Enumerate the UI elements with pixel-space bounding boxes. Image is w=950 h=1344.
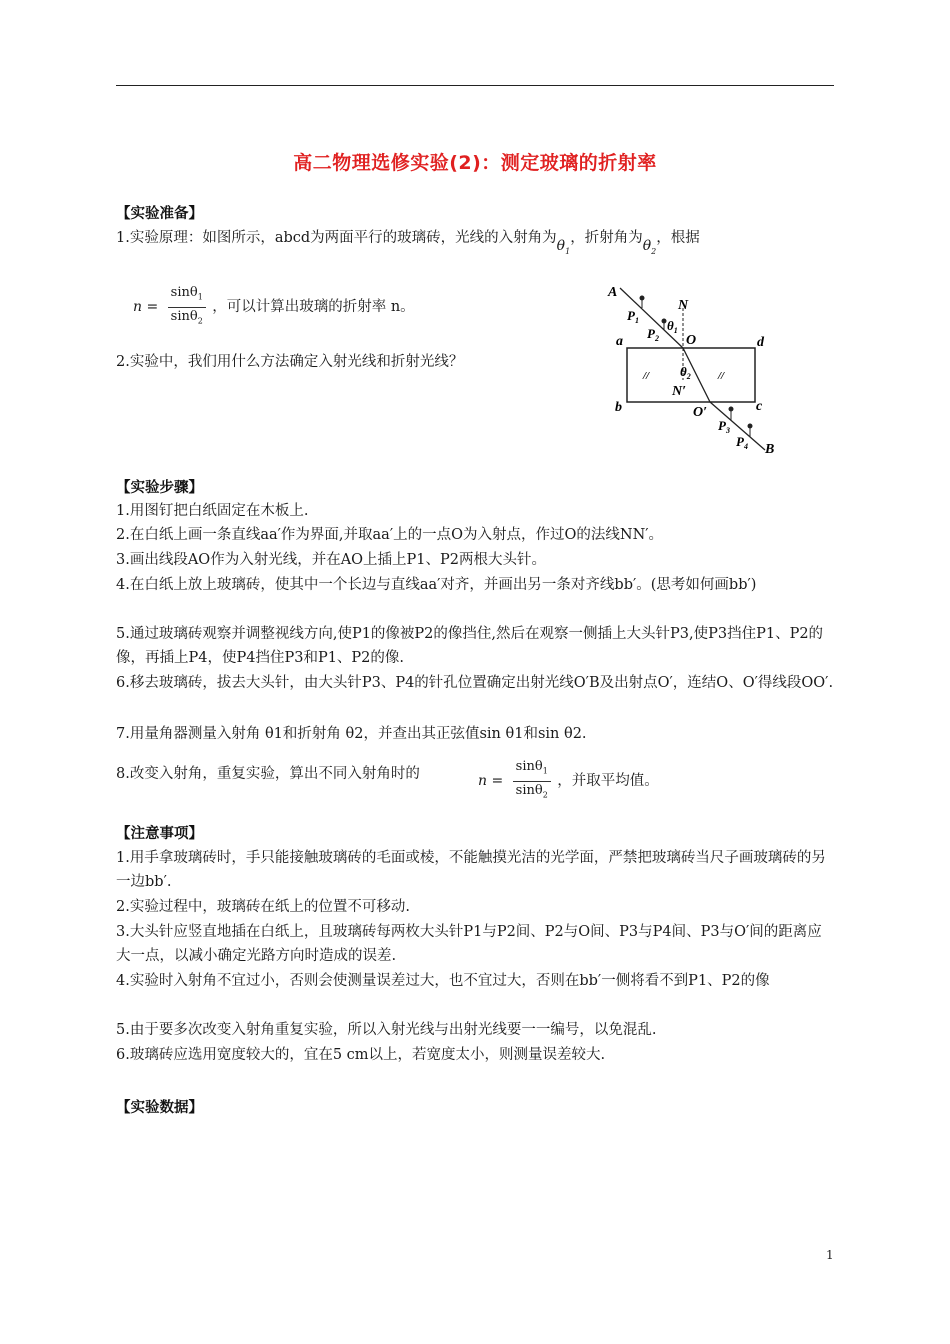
hatch-left: // bbox=[643, 370, 650, 382]
label-P1: $P_1$ bbox=[627, 308, 639, 325]
step-8-formula-fraction: $\frac{\sin\theta_1}{\sin\theta_2}$ bbox=[513, 758, 551, 804]
label-O-prime: O′ bbox=[693, 405, 708, 420]
theta2-symbol: $\theta_2$ bbox=[642, 238, 657, 256]
prep-text-b: ，折射角为 bbox=[570, 230, 643, 246]
label-b: b bbox=[615, 400, 622, 415]
pin-p4 bbox=[748, 424, 753, 429]
formula-n: n = bbox=[133, 299, 159, 316]
prep-text-c: ，根据 bbox=[656, 230, 700, 246]
label-a: a bbox=[616, 334, 623, 349]
formula-fraction: $\frac{\sin\theta_1}{\sin\theta_2}$ bbox=[168, 284, 206, 330]
pin-p3 bbox=[729, 407, 734, 412]
note-5: 5.由于要多次改变入射角重复实验，所以入射光线与出射光线要一一编号，以免混乱. bbox=[116, 1022, 657, 1038]
label-N-prime: N′ bbox=[672, 384, 687, 399]
prep-text-d: ，可以计算出玻璃的折射率 n。 bbox=[212, 299, 415, 316]
label-theta1: $\theta_1$ bbox=[667, 318, 678, 335]
label-A: A bbox=[608, 285, 618, 300]
section-heading-data: 【实验数据】 bbox=[116, 1100, 203, 1116]
page-title: 高二物理选修实验(2)：测定玻璃的折射率 bbox=[293, 152, 657, 174]
step-2: 2.在白纸上画一条直线aa′作为界面,并取aa′上的一点O为入射点，作过O的法线NN′。 bbox=[116, 527, 664, 543]
label-theta2: $\theta_2$ bbox=[680, 364, 691, 381]
step-5: 5.通过玻璃砖观察并调整视线方向,使P1的像被P2的像挡住,然后在观察一侧插上大头针P3,使P3挡住P1、P2的像，再插上P4，使P4挡住P3和P1、P2的像. bbox=[116, 626, 824, 666]
step-8-text-a: 8.改变入射角，重复实验，算出不同入射角时的 bbox=[116, 766, 420, 782]
note-1: 1.用手拿玻璃砖时，手只能接触玻璃砖的毛面或棱，不能触摸光洁的光学面，严禁把玻璃砖当尺子画玻璃砖的另一边bb′. bbox=[116, 850, 826, 890]
label-B: B bbox=[765, 442, 775, 457]
step-6: 6.移去玻璃砖，拔去大头针，由大头针P3、P4的针孔位置确定出射光线O′B及出射点O′，连结O、O′得线段OO′. bbox=[116, 675, 834, 691]
step-8-formula bbox=[478, 758, 659, 804]
step-8-text-b: ，并取平均值。 bbox=[557, 773, 659, 790]
pin-p1 bbox=[640, 296, 645, 301]
section-heading-prep: 【实验准备】 bbox=[116, 206, 203, 222]
theta1-symbol: $\theta_1$ bbox=[556, 238, 571, 256]
header-rule bbox=[116, 85, 834, 86]
label-P3: $P_3$ bbox=[718, 418, 730, 435]
step-3: 3.画出线段AO作为入射光线，并在AO上插上P1、P2两根大头针。 bbox=[116, 552, 547, 568]
prep-text-a: 1.实验原理：如图所示，abcd为两面平行的玻璃砖，光线的入射角为 bbox=[116, 230, 557, 246]
prep-paragraph-2: 2.实验中，我们用什么方法确定入射光线和折射光线？ bbox=[116, 354, 464, 370]
prep-paragraph-1 bbox=[116, 226, 700, 256]
label-P4: $P_4$ bbox=[736, 434, 748, 451]
step-1: 1.用图钉把白纸固定在木板上. bbox=[116, 503, 309, 519]
section-heading-notes: 【注意事项】 bbox=[116, 826, 203, 842]
label-d: d bbox=[757, 335, 764, 350]
hatch-right: // bbox=[718, 370, 725, 382]
step-7: 7.用量角器测量入射角 θ1和折射角 θ2，并查出其正弦值sin θ1和sin θ2. bbox=[116, 726, 587, 742]
section-heading-steps: 【实验步骤】 bbox=[116, 480, 203, 496]
step-8-formula-n: n = bbox=[478, 773, 504, 790]
label-c: c bbox=[756, 399, 763, 414]
step-4: 4.在白纸上放上玻璃砖，使其中一个长边与直线aa′对齐，并画出另一条对齐线bb′。(思考如何画bb′) bbox=[116, 577, 757, 593]
note-6: 6.玻璃砖应选用宽度较大的，宜在5 cm以上，若宽度太小，则测量误差较大. bbox=[116, 1047, 606, 1063]
refraction-formula bbox=[133, 284, 415, 330]
note-2: 2.实验过程中，玻璃砖在纸上的位置不可移动. bbox=[116, 899, 410, 915]
page-number: 1 bbox=[826, 1248, 834, 1262]
refraction-diagram bbox=[600, 278, 800, 463]
label-N: N bbox=[678, 298, 689, 313]
note-4: 4.实验时入射角不宜过小，否则会使测量误差过大，也不宜过大，否则在bb′一侧将看不到P1、P2的像 bbox=[116, 973, 770, 989]
note-3: 3.大头针应竖直地插在白纸上，且玻璃砖每两枚大头针P1与P2间、P2与O间、P3与P4间、P3与O′间的距离应大一点，以减小确定光路方向时造成的误差. bbox=[116, 924, 822, 964]
pin-p2 bbox=[662, 319, 667, 324]
step-8 bbox=[116, 762, 420, 786]
label-O: O bbox=[686, 333, 697, 348]
label-P2: $P_2$ bbox=[647, 326, 659, 343]
